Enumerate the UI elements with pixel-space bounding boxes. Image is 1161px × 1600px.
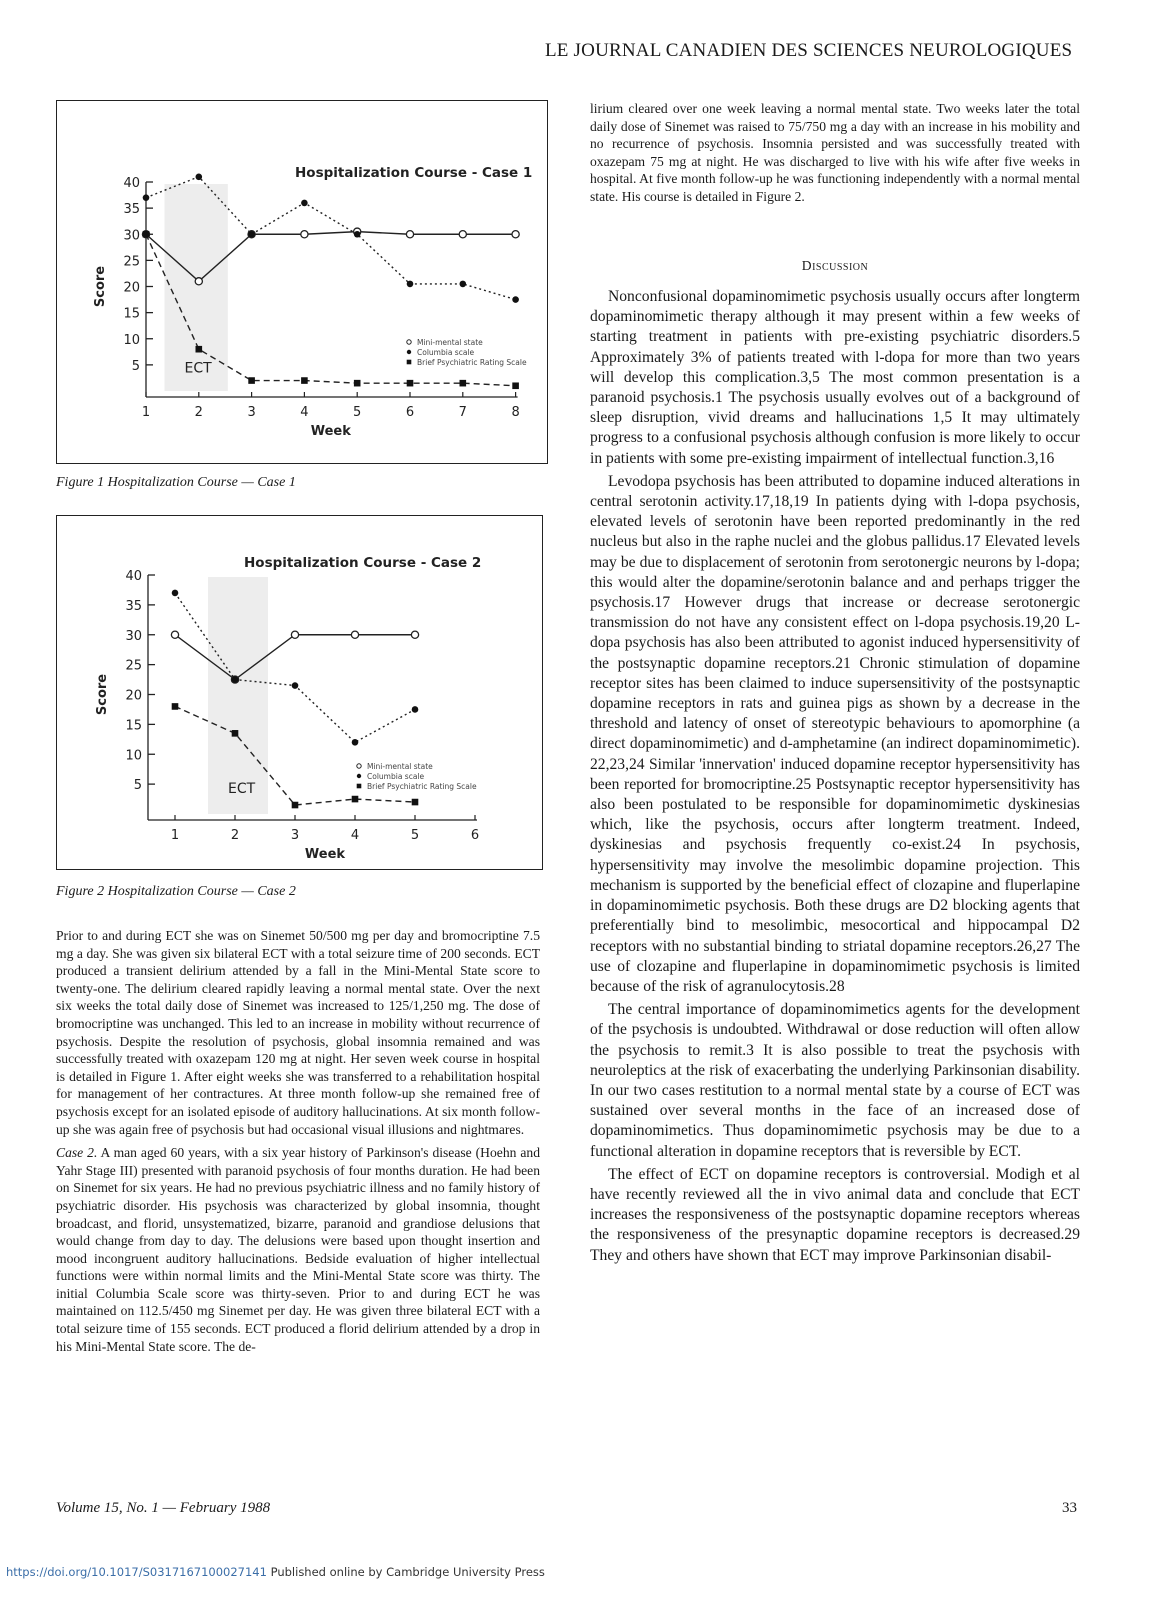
point-columbia [143, 194, 150, 201]
figure-1-caption: Figure 1 Hospitalization Course — Case 1 [56, 475, 296, 490]
footer-volume: Volume 15, No. 1 — February 1988 [56, 1500, 271, 1516]
legend-label-1: Columbia scale [417, 348, 475, 357]
y-tick-label: 35 [125, 598, 142, 614]
point-bprs [301, 377, 308, 384]
discussion-paragraph-4: The effect of ECT on dopamine receptors is controversial. Modigh et al have recently reviewed all the in vivo animal data and conclude that ECT increases the responsiveness of the postsynaptic dopamine receptors whereas the responsiveness of the presynaptic dopamine receptors is decreased.29 They and others have shown that ECT may improve Parkinsonian disabil- [590, 1165, 1080, 1264]
point-columbia [292, 682, 299, 689]
legend-label-2: Brief Psychiatric Rating Scale [367, 782, 477, 791]
x-tick-label: 6 [470, 828, 480, 843]
y-tick-label: 20 [125, 688, 142, 704]
y-tick-label: 10 [123, 332, 140, 348]
y-tick-label: 30 [123, 228, 140, 244]
journal-header: LE JOURNAL CANADIEN DES SCIENCES NEUROLOGIQUES [545, 40, 1073, 61]
ect-label: ECT [228, 781, 256, 798]
point-bprs [196, 346, 203, 353]
point-mini-mental [195, 278, 202, 285]
discussion-paragraph-1: Nonconfusional dopaminomimetic psychosis usually occurs after longterm dopaminomimetic therapy although it may present within a few weeks of starting treatment in patients with pre-existing psychiatric disorders.5 Approximately 3% of patients treated with l-dopa for more than two years will develop this complication.3,5 The most common presentation is a paranoid psychosis.1 The psychosis usually evolves out of a background of sleep disruption, vivid dreams and hallucinations 1,5 It may ultimately progress to a confusional psychosis although confusion is more likely to occur in patients with some pre-existing impairment of intellectual function.3,16 [590, 288, 1080, 467]
point-columbia [460, 281, 467, 288]
figure-1-chart [57, 101, 547, 463]
y-tick-label: 30 [125, 628, 142, 644]
discussion-heading: Discussion [801, 258, 869, 273]
point-mini-mental [171, 631, 178, 638]
right-column-top-text [590, 100, 1080, 206]
point-bprs [352, 796, 359, 803]
legend-marker-1 [357, 774, 361, 778]
y-tick-label: 20 [123, 280, 140, 296]
x-axis-label: Week [304, 847, 346, 862]
y-tick-label: 10 [125, 748, 142, 764]
case-2-label: Case 2. [56, 1145, 98, 1161]
discussion-paragraph-3: The central importance of dopaminomimetics agents for the development of the psychosis is undoubted. Withdrawal or dose reduction will often allow the psychosis to remit.3 It is also possible to treat the psychosis with neuroleptics at the risk of exacerbating the underlying Parkinsonian disability. In our two cases restitution to a normal mental state by a course of ECT was sustained over several months in the face of an increased dose of dopaminomimetics. Thus dopaminomimetic psychosis may be due to a functional alteration in dopamine receptors that is reversible by ECT. [590, 1001, 1080, 1160]
legend-marker-0 [407, 340, 411, 344]
ect-shaded-region [208, 577, 268, 814]
x-tick-label: 5 [410, 828, 420, 843]
chart-title: Hospitalization Course - Case 2 [244, 555, 482, 571]
paragraph-case2 [56, 1144, 540, 1355]
y-tick-label: 25 [125, 658, 142, 674]
figure-2-caption: Figure 2 Hospitalization Course — Case 2 [56, 884, 296, 899]
y-tick-label: 15 [125, 718, 142, 734]
point-mini-mental [406, 231, 413, 238]
doi-link[interactable]: https://doi.org/10.1017/S0317167100027141 [6, 1565, 267, 1579]
legend-marker-1 [407, 350, 411, 354]
point-columbia [301, 200, 308, 207]
legend-label-0: Mini-mental state [417, 338, 483, 347]
y-tick-label: 5 [133, 778, 142, 794]
figure-2-chart [57, 516, 542, 869]
point-bprs [172, 703, 179, 710]
point-columbia [512, 296, 519, 303]
legend-label-0: Mini-mental state [367, 762, 433, 771]
x-tick-label: 4 [350, 828, 360, 843]
point-bprs [412, 799, 419, 806]
legend-marker-2 [357, 784, 362, 789]
point-mini-mental [512, 231, 519, 238]
point-mini-mental [459, 231, 466, 238]
y-axis-label: Score [95, 673, 110, 716]
point-columbia [248, 231, 255, 238]
discussion-paragraph-2: Levodopa psychosis has been attributed to dopamine induced alterations in central serotonin activity.17,18,19 In patients dying with l-dopa psychosis, elevated levels of serotonin have been reported predominantly in the red nucleus but also in the raphe nuclei and the globus pallidus.17 Elevated levels may be due to displacement of serotonin from serotonergic neurons by l-dopa; this would alter the dopamine/serotonin balance and and perhaps trigger the psychosis.17 However drugs that increase or decrease serotonergic transmission do not have any consistent effect on l-dopa psychosis.19,20 L-dopa psychosis has also been attributed to agonist induced hypersensitivity of the postsynaptic dopamine receptors.21 Chronic stimulation of dopamine receptor sites has been claimed to induce supersensitivity of the postsynaptic dopamine receptors in rats and guinea pigs as shown by a decrease in the threshold and latency of onset of stereotypic behaviours to apomorphine (a direct dopaminomimetic) and d-amphetamine (an indirect dopaminomimetic). 22,23,24 Similar 'innervation' induced dopamine receptor hypersensitivity has been reported for bromocriptine.25 Postsynaptic receptor hypersensitivity has also been postulated to be responsible for dopaminomimetic dyskinesias which, like the psychosis, occurs after longterm treatment. Indeed, dyskinesias and psychosis frequently co-exist.24 In psychosis, hypersensitivity may involve the mesolimbic dopamine projection. This mechanism is supported by the beneficial effect of clozapine and fluperlapine in dopaminomimetic psychosis. Both these drugs are D2 blocking agents that preferentially bind to mesolimbic, mesocortical and hippocampal D2 receptors with no substantial binding to striatal dopamine receptors.26,27 The use of clozapine and fluperlapine in dopaminomimetic psychosis is limited because of the risk of agranulocytosis.28 [590, 472, 1080, 995]
y-tick-label: 5 [131, 358, 140, 374]
point-bprs [292, 802, 299, 809]
figure-2 [56, 515, 543, 870]
y-axis-label: Score [93, 265, 108, 308]
legend-label-2: Brief Psychiatric Rating Scale [417, 358, 527, 367]
point-bprs [143, 231, 150, 238]
chart-title: Hospitalization Course - Case 1 [295, 165, 533, 181]
y-tick-label: 40 [123, 176, 140, 191]
point-columbia [172, 590, 179, 597]
legend-marker-2 [407, 360, 412, 365]
point-columbia [354, 231, 361, 238]
x-tick-label: 6 [405, 405, 415, 420]
y-tick-label: 25 [123, 254, 140, 270]
point-mini-mental [291, 631, 298, 638]
ect-label: ECT [184, 360, 212, 377]
x-tick-label: 3 [247, 405, 256, 420]
figure-1 [56, 100, 548, 464]
point-columbia [412, 706, 419, 713]
point-bprs [248, 377, 255, 384]
y-tick-label: 40 [125, 569, 142, 584]
x-tick-label: 4 [300, 405, 309, 420]
paragraph-case1-course: Prior to and during ECT she was on Sinemet 50/500 mg per day and bromocriptine 7.5 mg a day. She was given six bilateral ECT with a total seizure time of 200 seconds. ECT produced a transient delirium attended by a fall in the Mini-Mental State score to twenty-one. The delirium cleared rapidly leaving a normal mental state. Over the next six weeks the total daily dose of Sinemet was increased to 125/1,250 mg. The dose of bromocriptine was unchanged. This led to an increase in mobility without recurrence of psychosis. Despite the resolution of psychosis, global insomnia remained and was successfully treated with oxazepam 120 mg at night. Her seven week course in hospital is detailed in Figure 1. After eight weeks she was transferred to a rehabilitation hospital for management of her contractures. At three month follow-up she remained free of psychosis except for an isolated episode of auditory hallucinations. At six month follow-up she was again free of psychosis but had occasional visual illusions and nightmares. [56, 928, 540, 1137]
legend-marker-0 [357, 764, 361, 768]
x-tick-label: 2 [194, 405, 203, 420]
point-mini-mental [351, 631, 358, 638]
paragraph-case2-continued: lirium cleared over one week leaving a normal mental state. Two weeks later the total daily dose of Sinemet was raised to 75/750 mg a day with an increase in his mobility and no recurrence of psychosis. Insomnia persisted and was successfully treated with oxazepam 75 mg at night. He was discharged to live with his wife after five weeks in hospital. At five month follow-up he was functioning independently with a normal mental state. His course is detailed in Figure 2. [590, 101, 1080, 204]
y-tick-label: 15 [123, 306, 140, 322]
x-tick-label: 2 [230, 828, 240, 843]
point-mini-mental [301, 231, 308, 238]
x-tick-label: 1 [141, 405, 151, 420]
point-columbia [232, 676, 239, 683]
x-tick-label: 5 [353, 405, 362, 420]
left-column-text [56, 927, 540, 1361]
doi-line [6, 1565, 545, 1579]
doi-published: Published online by Cambridge University Press [266, 1565, 545, 1579]
point-bprs [354, 380, 361, 387]
point-mini-mental [411, 631, 418, 638]
discussion-text [590, 287, 1080, 1269]
point-bprs [512, 382, 519, 389]
x-tick-label: 7 [458, 405, 467, 420]
point-columbia [352, 739, 359, 746]
case-2-body: A man aged 60 years, with a six year history of Parkinson's disease (Hoehn and Yahr Stage III) presented with paranoid psychosis of four months duration. He had been on Sinemet for six years. He had no previous psychiatric illness and no family history of psychiatric disorder. His psychosis was characterized by global insomnia, thought broadcast, and florid, unsystematized, bizarre, paranoid and grandiose delusions that would change from day to day. The delusions were based upon thought insertion and mood incongruent auditory hallucinations. Bedside evaluation of higher intellectual functions were within normal limits and the Mini-Mental State score was thirty. The initial Columbia Scale score was thirty-seven. Prior to and during ECT he was maintained on 112.5/450 mg Sinemet per day. He was given three bilateral ECT with a total seizure time of 155 seconds. ECT produced a florid delirium attended by a drop in his Mini-Mental State score. The de- [56, 1145, 540, 1354]
point-bprs [407, 380, 414, 387]
x-tick-label: 1 [170, 828, 180, 843]
point-bprs [232, 730, 239, 737]
point-columbia [196, 173, 203, 180]
y-tick-label: 35 [123, 202, 140, 218]
page-number: 33 [1062, 1500, 1077, 1516]
x-axis-label: Week [310, 424, 351, 439]
legend-label-1: Columbia scale [367, 772, 425, 781]
x-tick-label: 8 [511, 405, 520, 420]
x-tick-label: 3 [290, 828, 300, 843]
point-columbia [407, 281, 414, 288]
point-bprs [460, 380, 467, 387]
